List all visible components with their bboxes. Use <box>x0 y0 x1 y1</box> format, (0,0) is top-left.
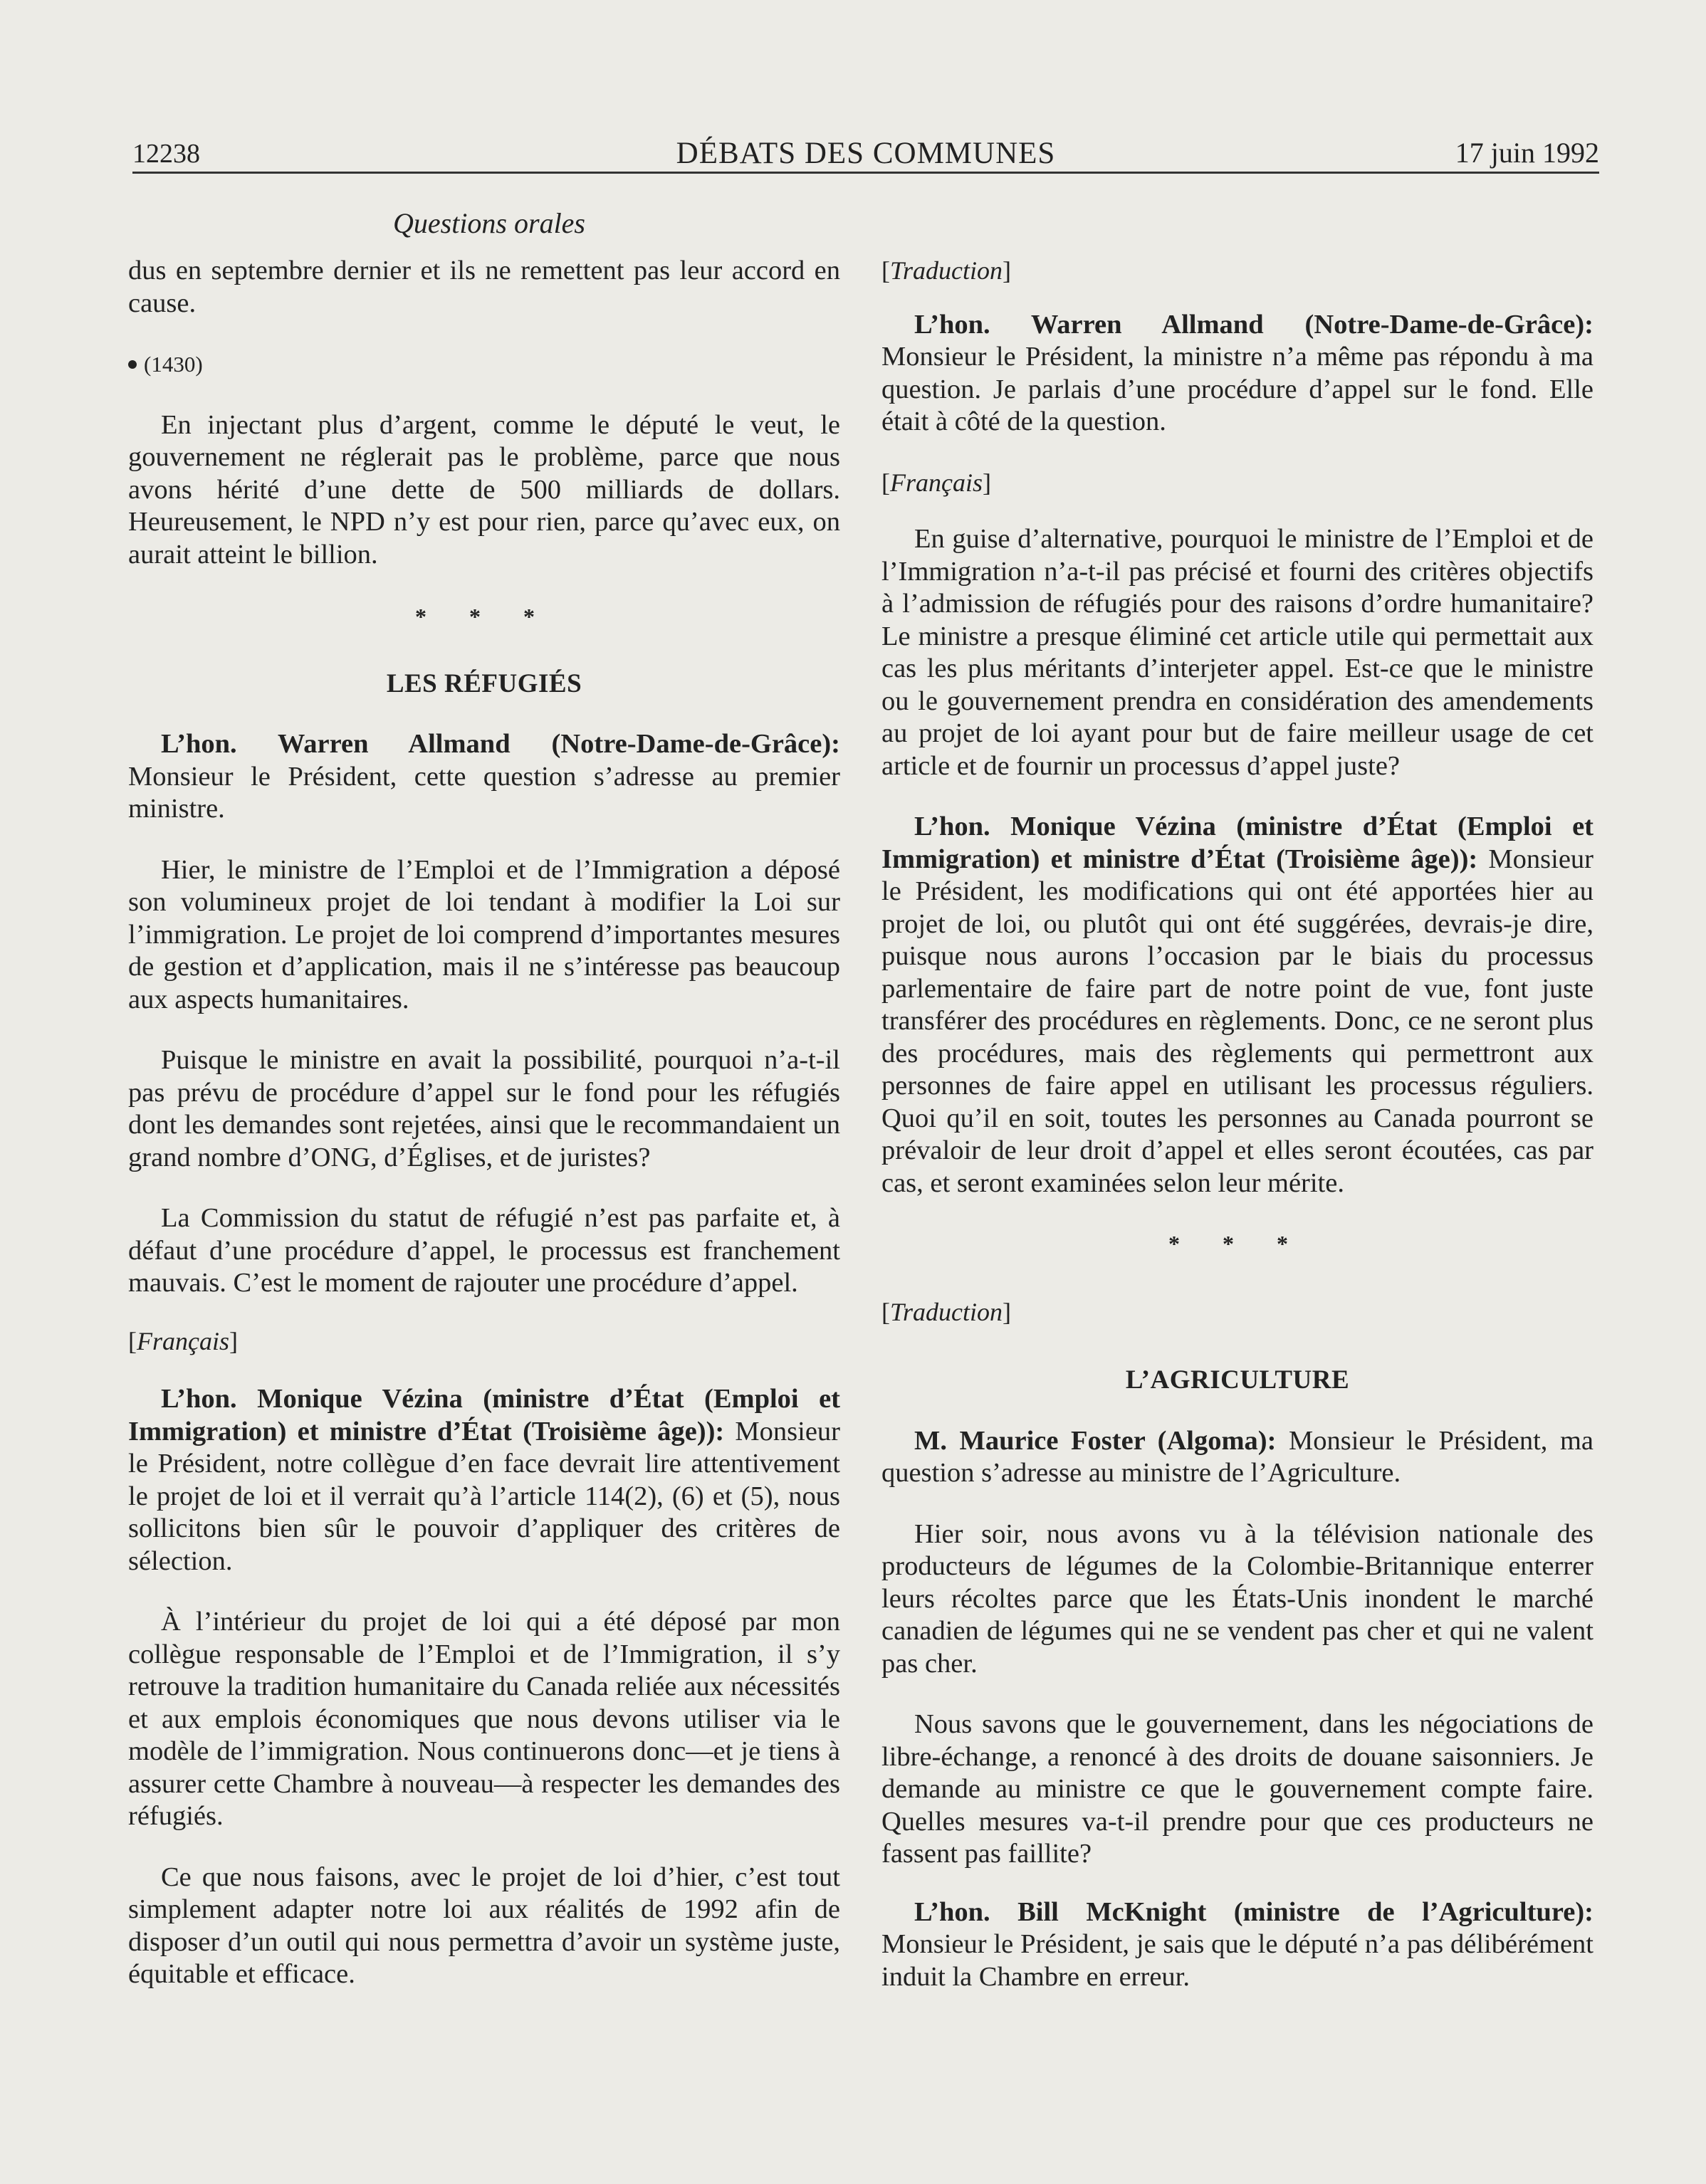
paragraph: Ce que nous faisons, avec le projet de loi d’hier, c’est tout simplement adapter notre loi aux réalités de 1992 afin de disposer d’un outil qui nous permettra d’avoir un système juste, équitable et efficace. <box>128 1862 840 1989</box>
speaker-name: L’hon. Bill McKnight (ministre de l’Agriculture): <box>914 1896 1594 1927</box>
right-column <box>881 255 1594 1993</box>
paragraph: À l’intérieur du projet de loi qui a été déposé par mon collègue responsable de l’Emploi et de l’Immigration, il s’y retrouve la tradition humanitaire du Canada reliée aux nécessités et aux emplois économiques que nous devons utiliser via le modèle de l’immigration. Nous continuerons donc—et je tiens à assurer cette Chambre à nouveau—à respecter les demandes des réfugiés. <box>128 1607 840 1831</box>
speaker-name: L’hon. Monique Vézina (ministre d’État (Emploi et Immigration) et ministre d’État (Troisième âge)): <box>881 812 1594 874</box>
section-separator: * * * <box>1168 1231 1307 1256</box>
left-column <box>128 255 840 1991</box>
speaker-name: L’hon. Warren Allmand (Notre-Dame-de-Grâce): <box>914 309 1594 340</box>
publication-title: DÉBATS DES COMMUNES <box>676 137 1056 170</box>
speech-paragraph <box>881 811 1594 1199</box>
speech-paragraph <box>128 1383 840 1577</box>
timestamp-marker <box>128 348 840 381</box>
language-tag-text: Traduction <box>890 1297 1003 1326</box>
page-number: 12238 <box>132 139 200 169</box>
language-tag: [Traduction] <box>881 256 1012 285</box>
language-tag-text: Traduction <box>890 256 1003 285</box>
speech-text: Monsieur le Président, notre collègue d’en face devrait lire attentivement le projet de loi et il verrait qu’à l’article 114(2), (6) et (5), nous sollicitons bien sûr le pouvoir d’appliquer des critères de sélection. <box>128 1416 840 1576</box>
language-tag-text: Français <box>137 1326 229 1355</box>
speech-paragraph <box>881 309 1594 439</box>
speech-text: Monsieur le Président, ma question s’adresse au ministre de l’Agriculture. <box>881 1425 1594 1488</box>
paragraph: La Commission du statut de réfugié n’est pas parfaite et, à défaut d’une procédure d’appel, le processus est franchement mauvais. C’est le moment de rajouter une procédure d’appel. <box>128 1203 840 1298</box>
speech-text: Monsieur le Président, la ministre n’a même pas répondu à ma question. Je parlais d’une procédure d’appel sur le fond. Elle était à côté de la question. <box>881 342 1594 436</box>
publication-date: 17 juin 1992 <box>1455 137 1599 169</box>
paragraph: dus en septembre dernier et ils ne remettent pas leur accord en cause. <box>128 256 840 318</box>
speech-text: Monsieur le Président, cette question s’adresse au premier ministre. <box>128 761 840 824</box>
speaker-name: M. Maurice Foster (Algoma): <box>914 1425 1277 1456</box>
paragraph: En injectant plus d’argent, comme le député le veut, le gouvernement ne réglerait pas le problème, parce que nous avons hérité d’une dette de 500 milliards de dollars. Heureusement, le NPD n’y est pour rien, parce qu’avec eux, on aurait atteint le billion. <box>128 409 840 569</box>
paragraph: Puisque le ministre en avait la possibilité, pourquoi n’a-t-il pas prévu de procédure d’appel sur le fond pour les réfugiés dont les demandes sont rejetées, ainsi que le recommandaient un grand nombre d’ONG, d’Églises, et de juristes? <box>128 1045 840 1172</box>
language-tag: [Traduction] <box>881 1297 1012 1326</box>
speech-text: Monsieur le Président, je sais que le député n’a pas délibérément induit la Chambre en erreur. <box>881 1929 1594 1992</box>
section-heading: LES RÉFUGIÉS <box>386 668 582 698</box>
language-tag: [Français] <box>881 468 991 497</box>
speaker-name: L’hon. Monique Vézina (ministre d’État (Emploi et Immigration) et ministre d’État (Troisième âge)): <box>128 1384 840 1447</box>
speaker-name: L’hon. Warren Allmand (Notre-Dame-de-Grâce): <box>161 729 840 759</box>
paragraph: Hier soir, nous avons vu à la télévision nationale des producteurs de légumes de la Colombie-Britannique enterrer leurs récoltes parce que les États-Unis inondent le marché canadien de légumes qui ne se vendent pas cher et qui ne valent pas cher. <box>881 1518 1594 1679</box>
bullet-icon <box>128 360 137 369</box>
paragraph: Hier, le ministre de l’Emploi et de l’Immigration a déposé son volumineux projet de loi tendant à modifier la Loi sur l’immigration. Le projet de loi comprend d’importantes mesures de gestion et d’application, mais il ne s’intéresse pas beaucoup aux aspects humanitaires. <box>128 854 840 1014</box>
section-heading: L’AGRICULTURE <box>1125 1365 1350 1395</box>
page-header <box>132 128 1599 174</box>
language-tag-text: Français <box>890 468 983 497</box>
header-rule <box>132 172 1599 174</box>
timestamp: (1430) <box>144 352 203 377</box>
running-head: Questions orales <box>393 207 585 239</box>
speech-paragraph <box>881 1425 1594 1490</box>
speech-paragraph <box>881 1896 1594 1994</box>
language-tag: [Français] <box>128 1326 238 1355</box>
speech-paragraph <box>128 728 840 826</box>
section-separator: * * * <box>415 604 553 629</box>
paragraph: En guise d’alternative, pourquoi le ministre de l’Emploi et de l’Immigration n’a-t-il pas précisé et fourni des critères objectifs à l’admission de réfugiés pour des raisons d’ordre humanitaire? Le ministre a presque éliminé cet article utile qui permettait aux cas les plus méritants d’interjeter appel. Est-ce que le ministre ou le gouvernement prendra en considération des amendements au projet de loi ayant pour but de faire meilleur usage de cet article et de fournir un processus d’appel juste? <box>881 524 1594 781</box>
speech-text: Monsieur le Président, les modifications qui ont été apportées hier au projet de loi, ou plutôt qui ont été suggérées, devrais-je dire, puisque nous aurons l’occasion par le biais du processus parlementaire de faire part de notre point de vue, font juste transférer des procédures en règlements. Donc, ce ne seront plus des procédures, mais des règlements qui permettront aux personnes de faire appel en utilisant les processus réguliers. Quoi qu’il en soit, toutes les personnes au Canada pourront se prévaloir de leur droit d’appel et elles seront écoutées, cas par cas, et seront examinées selon leur mérite. <box>881 844 1594 1198</box>
paragraph: Nous savons que le gouvernement, dans les négociations de libre-échange, a renoncé à des droits de douane saisonniers. Je demande au ministre ce que le gouvernement compte faire. Quelles mesures va-t-il prendre pour que ces producteurs ne fassent pas faillite? <box>881 1709 1594 1869</box>
